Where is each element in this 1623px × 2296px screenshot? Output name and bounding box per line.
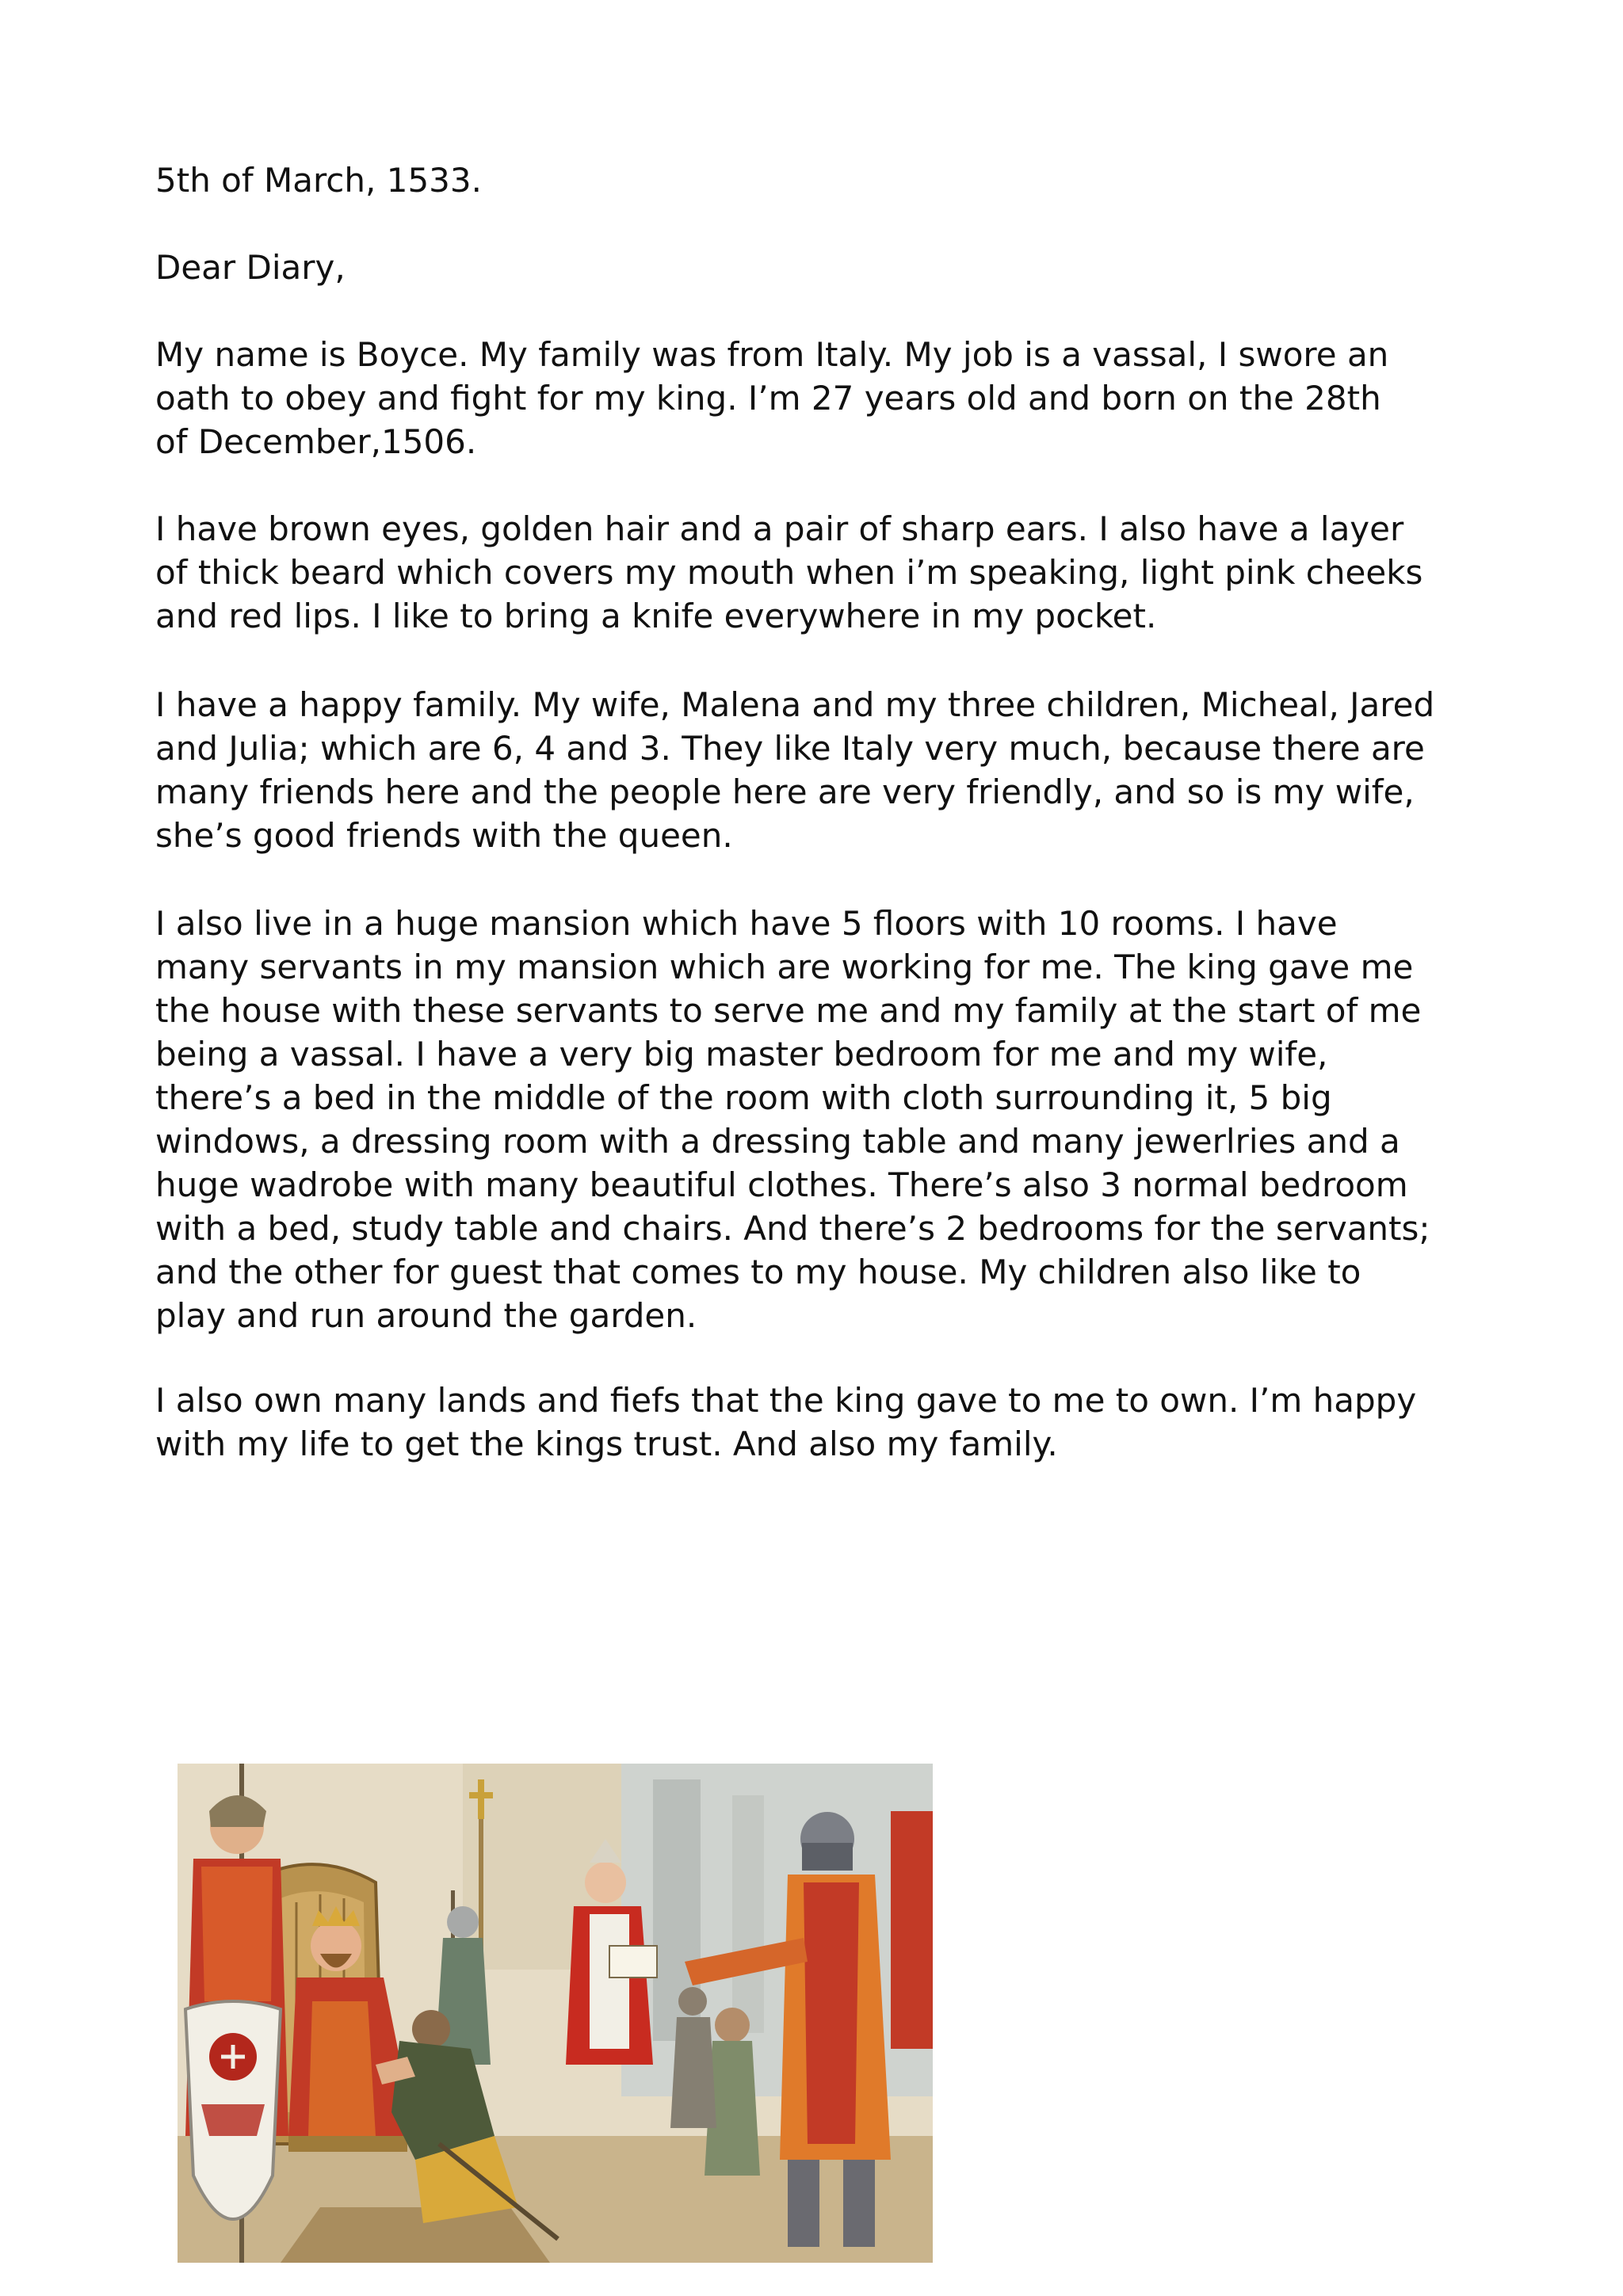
paragraph-lands: I also own many lands and fiefs that the king gave to me to own. I’m happy with my life to get the kings trust. And also my family. (155, 1381, 1417, 1463)
illustration-artwork (178, 1764, 933, 2263)
vassal-oath-illustration (178, 1764, 933, 2263)
paragraph-mansion: I also live in a huge mansion which have 5 floors with 10 rooms. I have many servants in my mansion which are working for me. The king gave me the house with these servants to serve me and my family at the start of me being a vassal. I have a very big master bedroom for me and my wife, there’s a bed in the middle of the room with cloth surrounding it, 5 big windows, a dressing room with a dressing table and many jewerlries and a huge wadrobe with many beautiful clothes. There’s also 3 normal bedroom with a bed, study table and chairs. And there’s 2 bedrooms for the servants; and the other for guest that comes to my house. My children also like to play and run around the garden. (155, 904, 1430, 1335)
diary-date: 5th of March, 1533. (155, 161, 482, 200)
paragraph-family: I have a happy family. My wife, Malena and my three children, Micheal, Jared and Julia; which are 6, 4 and 3. They like Italy very much, because there are many friends here and the people here are very friendly, and so is my wife, she’s good friends with the queen. (155, 685, 1435, 855)
paragraph-introduction: My name is Boyce. My family was from Italy. My job is a vassal, I swore an oath to obey and fight for my king. I’m 27 years old and born on the 28th of December,1506. (155, 335, 1389, 461)
diary-salutation: Dear Diary, (155, 248, 346, 287)
paragraph-appearance: I have brown eyes, golden hair and a pair of sharp ears. I also have a layer of thick beard which covers my mouth when i’m speaking, light pink cheeks and red lips. I like to bring a knife everywhere in my pocket. (155, 509, 1423, 635)
shield (185, 2001, 281, 2219)
